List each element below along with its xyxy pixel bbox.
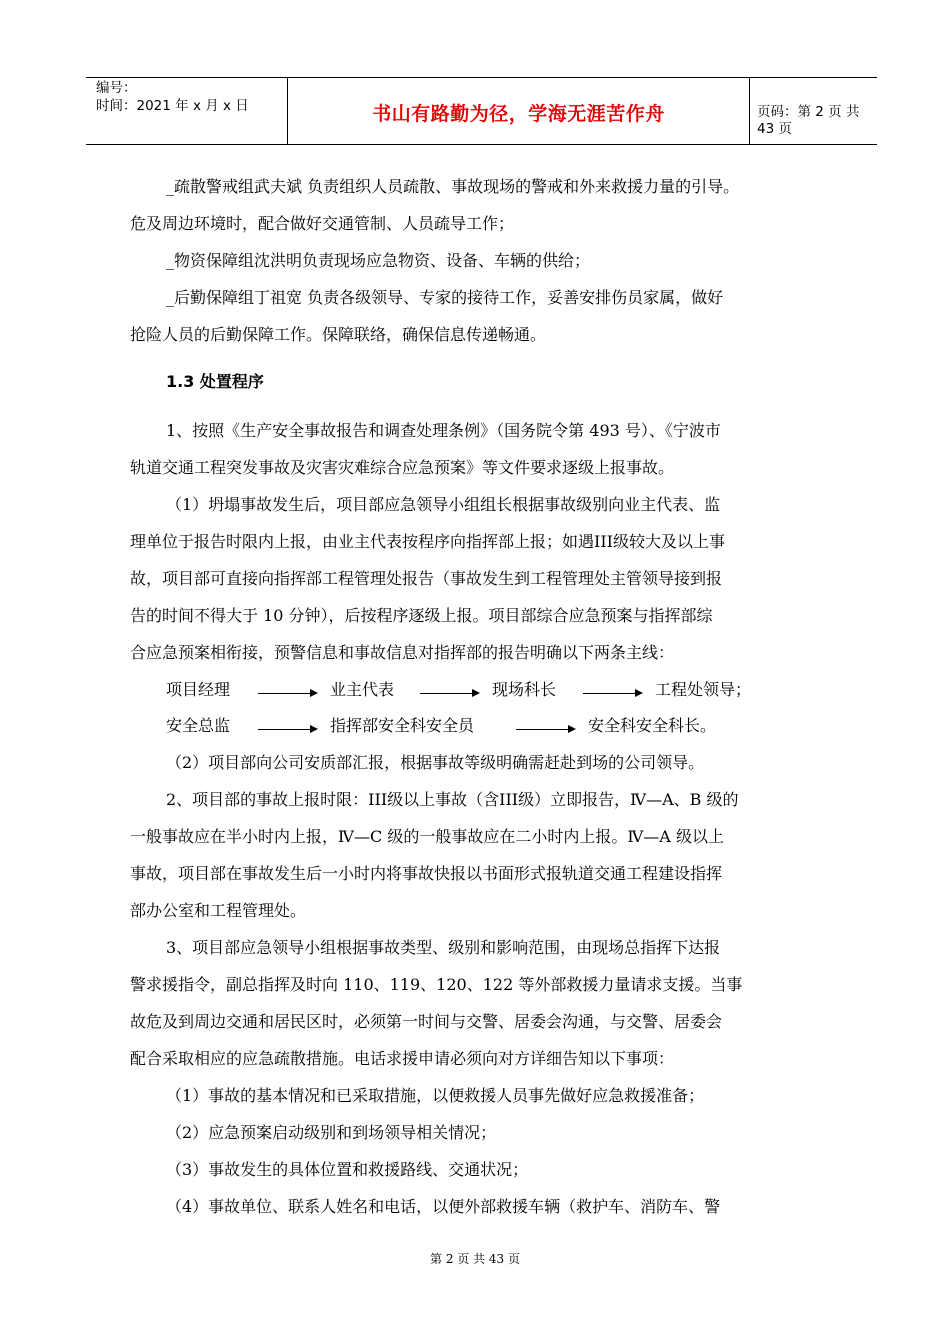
flow-arrow-icon [258, 724, 318, 734]
flow-arrow-icon [516, 724, 576, 734]
flow-arrow-icon [258, 688, 318, 698]
text-line: 配合采取相应的应急疏散措施。电话求援申请必须向对方详细告知以下事项： [130, 1049, 675, 1068]
document-number-label: 编号： [96, 80, 137, 96]
text-line: （2）项目部向公司安质部汇报，根据事故等级明确需赶赴到场的公司领导。 [166, 753, 705, 772]
header-meta [86, 78, 287, 144]
text-line: _疏散警戒组武夫斌 负责组织人员疏散、事故现场的警戒和外来救援力量的引导。 [166, 177, 740, 196]
flow-node: 工程处领导； [655, 680, 752, 699]
flow-node: 业主代表 [330, 680, 395, 699]
page-header [86, 77, 877, 145]
text-line: （2）应急预案启动级别和到场领导相关情况； [166, 1123, 497, 1142]
flow-node: 安全总监 [166, 716, 231, 735]
section-title: 1.3 处置程序 [166, 372, 264, 391]
text-line: 1、按照《生产安全事故报告和调查处理条例》（国务院令第 493 号）、《宁波市 [166, 421, 721, 440]
text-line: 2、项目部的事故上报时限：III级以上事故（含III级）立即报告，Ⅳ—A、B 级的 [166, 790, 739, 809]
text-line: 部办公室和工程管理处。 [130, 901, 307, 920]
text-line: 危及周边环境时，配合做好交通管制、人员疏导工作； [130, 214, 515, 233]
text-line: 警求援指令，副总指挥及时向 110、119、120、122 等外部救援力量请求支援。当事 [130, 975, 743, 994]
text-line: 合应急预案相衔接，预警信息和事故信息对指挥部的报告明确以下两条主线： [130, 643, 675, 662]
flow-node: 安全科安全科长。 [588, 716, 717, 735]
document-time-label: 时间：2021 年 x 月 x 日 [96, 98, 249, 114]
flow-arrow-icon [420, 688, 480, 698]
text-line: （3）事故发生的具体位置和救援路线、交通状况； [166, 1160, 529, 1179]
page-footer: 第 2 页 共 43 页 [430, 1252, 520, 1266]
flow-node: 指挥部安全科安全员 [330, 716, 475, 735]
flow-node: 现场科长 [492, 680, 557, 699]
header-motto: 书山有路勤为径，学海无涯苦作舟 [372, 103, 665, 125]
text-line: 理单位于报告时限内上报，由业主代表按程序向指挥部上报；如遇III级较大及以上事 [130, 532, 725, 551]
text-line: _物资保障组沈洪明负责现场应急物资、设备、车辆的供给； [166, 251, 591, 270]
text-line: （1）事故的基本情况和已采取措施，以便救援人员事先做好应急救援准备； [166, 1086, 705, 1105]
text-line: 故危及到周边交通和居民区时，必须第一时间与交警、居委会沟通，与交警、居委会 [130, 1012, 723, 1031]
text-line: _后勤保障组丁祖宽 负责各级领导、专家的接待工作，妥善安排伤员家属，做好 [166, 288, 724, 307]
text-line: （4）事故单位、联系人姓名和电话，以便外部救援车辆（救护车、消防车、警 [166, 1197, 721, 1216]
flow-arrow-icon [583, 688, 643, 698]
flow-node: 项目经理 [166, 680, 231, 699]
text-line: 轨道交通工程突发事故及灾害灾难综合应急预案》等文件要求逐级上报事故。 [130, 458, 675, 477]
text-line: 告的时间不得大于 10 分钟），后按程序逐级上报。项目部综合应急预案与指挥部综 [130, 606, 713, 625]
header-motto-cell [287, 78, 750, 144]
text-line: （1）坍塌事故发生后，项目部应急领导小组组长根据事故级别向业主代表、监 [166, 495, 721, 514]
text-line: 抢险人员的后勤保障工作。保障联络，确保信息传递畅通。 [130, 325, 547, 344]
header-page-cell [749, 78, 877, 144]
text-line: 故，项目部可直接向指挥部工程管理处报告（事故发生到工程管理处主管领导接到报 [130, 569, 723, 588]
text-line: 一般事故应在半小时内上报，Ⅳ—C 级的一般事故应在二小时内上报。Ⅳ—A 级以上 [130, 827, 724, 846]
text-line: 3、项目部应急领导小组根据事故类型、级别和影响范围，由现场总指挥下达报 [166, 938, 721, 957]
header-page-number: 页码：第 2 页 共 43 页 [757, 104, 860, 137]
text-line: 事故，项目部在事故发生后一小时内将事故快报以书面形式报轨道交通工程建设指挥 [130, 864, 723, 883]
